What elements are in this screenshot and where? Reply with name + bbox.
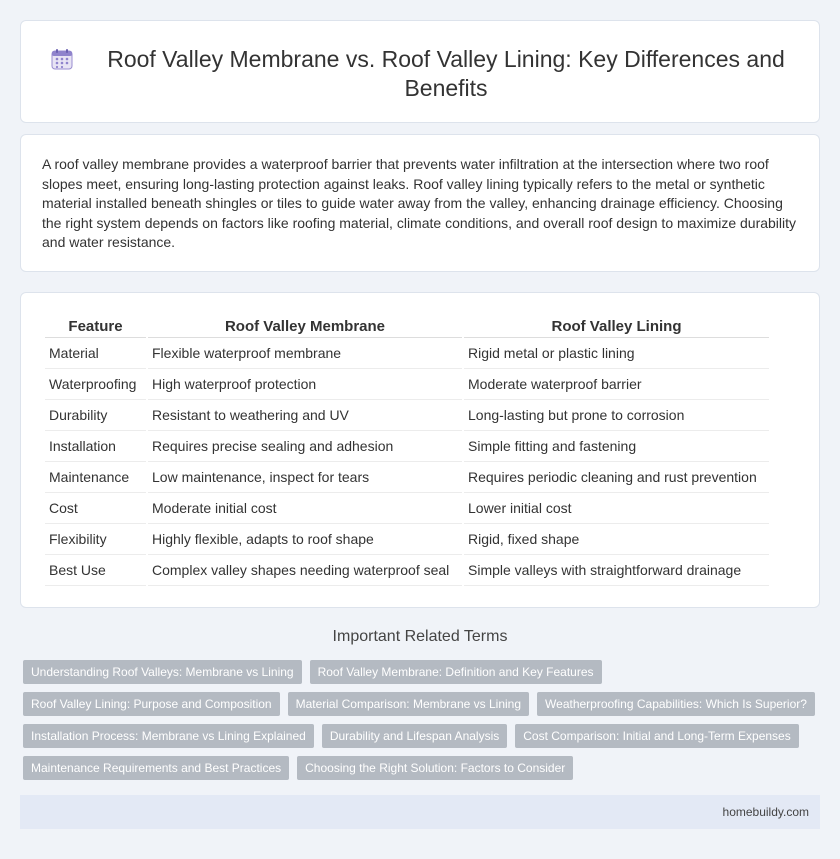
feature-cell: Flexibility xyxy=(45,524,146,555)
table-row xyxy=(45,493,769,524)
header-feature: Feature xyxy=(45,314,146,338)
membrane-cell: Resistant to weathering and UV xyxy=(148,400,462,431)
membrane-cell: Requires precise sealing and adhesion xyxy=(148,431,462,462)
feature-cell: Best Use xyxy=(45,555,146,586)
related-term-link[interactable]: Material Comparison: Membrane vs Lining xyxy=(288,692,529,716)
intro-paragraph: A roof valley membrane provides a waterproof barrier that prevents water infiltration at the intersection where two roof slopes meet, ensuring long-lasting protection against leaks. Roof valley lining typically refers to the metal or synthetic material installed beneath shingles or tiles to guide water away from the valley, enhancing drainage efficiency. Choosing the right system depends on factors like roofing material, climate conditions, and overall roof design to maximize durability and water resistance. xyxy=(42,156,797,250)
table-row xyxy=(45,369,769,400)
lining-cell: Rigid metal or plastic lining xyxy=(464,338,769,369)
lining-cell: Simple valleys with straightforward drainage xyxy=(464,555,769,586)
page-title: Roof Valley Membrane vs. Roof Valley Lining: Key Differences and Benefits xyxy=(107,46,785,101)
feature-cell: Durability xyxy=(45,400,146,431)
comparison-table-card xyxy=(20,292,820,608)
header-membrane: Roof Valley Membrane xyxy=(148,314,462,338)
membrane-cell: High waterproof protection xyxy=(148,369,462,400)
membrane-cell: Flexible waterproof membrane xyxy=(148,338,462,369)
footer xyxy=(20,795,820,829)
table-row xyxy=(45,338,769,369)
feature-cell: Material xyxy=(45,338,146,369)
lining-cell: Long-lasting but prone to corrosion xyxy=(464,400,769,431)
related-term-link[interactable]: Weatherproofing Capabilities: Which Is Superior? xyxy=(537,692,815,716)
related-term-link[interactable]: Installation Process: Membrane vs Lining Explained xyxy=(23,724,314,748)
table-row xyxy=(45,555,769,586)
table-row xyxy=(45,431,769,462)
lining-cell: Moderate waterproof barrier xyxy=(464,369,769,400)
related-term-link[interactable]: Maintenance Requirements and Best Practices xyxy=(23,756,289,780)
tag-row xyxy=(23,756,823,780)
lining-cell: Requires periodic cleaning and rust prevention xyxy=(464,462,769,493)
comparison-table xyxy=(43,314,771,586)
table-row xyxy=(45,400,769,431)
feature-cell: Maintenance xyxy=(45,462,146,493)
lining-cell: Lower initial cost xyxy=(464,493,769,524)
related-term-link[interactable]: Durability and Lifespan Analysis xyxy=(322,724,507,748)
tag-row xyxy=(23,660,823,684)
header-card xyxy=(20,20,820,123)
tag-row xyxy=(23,692,823,716)
lining-cell: Rigid, fixed shape xyxy=(464,524,769,555)
header-lining: Roof Valley Lining xyxy=(464,314,769,338)
related-term-link[interactable]: Cost Comparison: Initial and Long-Term Expenses xyxy=(515,724,798,748)
related-terms-title: Important Related Terms xyxy=(332,628,508,645)
feature-cell: Waterproofing xyxy=(45,369,146,400)
footer-site-name: homebuildy.com xyxy=(722,805,809,819)
related-term-link[interactable]: Understanding Roof Valleys: Membrane vs Lining xyxy=(23,660,302,684)
calendar-icon xyxy=(51,48,73,70)
feature-cell: Installation xyxy=(45,431,146,462)
related-terms-list xyxy=(23,660,823,788)
membrane-cell: Low maintenance, inspect for tears xyxy=(148,462,462,493)
table-row xyxy=(45,524,769,555)
related-term-link[interactable]: Roof Valley Membrane: Definition and Key Features xyxy=(310,660,602,684)
feature-cell: Cost xyxy=(45,493,146,524)
lining-cell: Simple fitting and fastening xyxy=(464,431,769,462)
related-term-link[interactable]: Choosing the Right Solution: Factors to Consider xyxy=(297,756,573,780)
tag-row xyxy=(23,724,823,748)
table-header-row xyxy=(45,314,769,338)
membrane-cell: Highly flexible, adapts to roof shape xyxy=(148,524,462,555)
membrane-cell: Complex valley shapes needing waterproof seal xyxy=(148,555,462,586)
membrane-cell: Moderate initial cost xyxy=(148,493,462,524)
table-row xyxy=(45,462,769,493)
intro-card xyxy=(20,134,820,272)
related-term-link[interactable]: Roof Valley Lining: Purpose and Composition xyxy=(23,692,280,716)
